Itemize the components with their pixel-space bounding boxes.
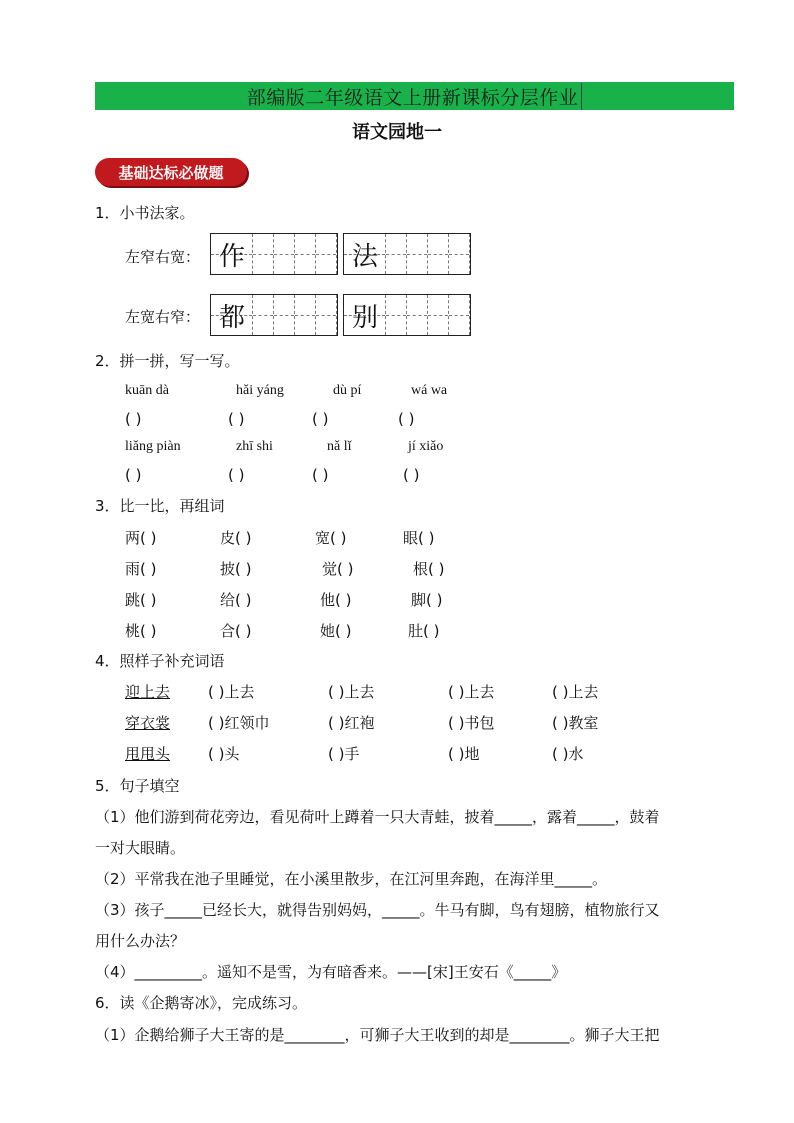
compare-item[interactable]: 两( ): [125, 529, 157, 547]
answer-bracket[interactable]: ( ): [228, 466, 245, 484]
fill-item[interactable]: ( )书包: [448, 714, 495, 732]
grid-char-4: 别: [351, 302, 378, 333]
fill-item[interactable]: ( )上去: [328, 683, 375, 701]
compare-item[interactable]: 桃( ): [125, 622, 157, 640]
answer-bracket[interactable]: ( ): [125, 410, 142, 428]
sentence-3b: 用什么办法？: [95, 932, 186, 950]
writing-grid-4[interactable]: [343, 294, 471, 336]
answer-bracket[interactable]: ( ): [125, 466, 142, 484]
pinyin-7: nǎ lǐ: [327, 439, 352, 454]
compare-item[interactable]: 根( ): [413, 560, 445, 578]
q6-sentence-1: （1）企鹅给狮子大王寄的是________，可狮子大王收到的却是________。狮子大王把: [95, 1026, 660, 1044]
answer-bracket[interactable]: ( ): [398, 410, 415, 428]
fill-item[interactable]: ( )头: [208, 745, 240, 763]
fill-item[interactable]: ( )红袍: [328, 714, 375, 732]
fill-item[interactable]: ( )手: [328, 745, 360, 763]
fill-item[interactable]: ( )水: [552, 745, 584, 763]
example-word: 迎上去: [125, 683, 171, 701]
compare-item[interactable]: 雨( ): [125, 560, 157, 578]
fill-item[interactable]: ( )红领巾: [208, 714, 270, 732]
pinyin-4: wá wa: [411, 383, 448, 398]
pinyin-3: dù pí: [333, 383, 362, 398]
page-title: 语文园地一: [352, 122, 442, 143]
example-word: 甩甩头: [125, 745, 171, 763]
compare-item[interactable]: 合( ): [220, 622, 252, 640]
answer-bracket[interactable]: ( ): [312, 466, 329, 484]
writing-grid-1[interactable]: [210, 233, 338, 275]
compare-item[interactable]: 跳( ): [125, 591, 157, 609]
pinyin-8: jí xiǎo: [408, 439, 444, 454]
q4-title: 4．照样子补充词语: [95, 652, 225, 670]
example-word: 穿衣裳: [125, 714, 171, 732]
pinyin-1: kuān dà: [125, 383, 169, 398]
sentence-2: （2）平常我在池子里睡觉，在小溪里散步，在江河里奔跑，在海洋里_____。: [95, 870, 608, 888]
compare-item[interactable]: 他( ): [320, 591, 352, 609]
compare-item[interactable]: 她( ): [320, 622, 352, 640]
sentence-1b: 一对大眼睛。: [95, 839, 186, 857]
fill-item[interactable]: ( )上去: [552, 683, 599, 701]
section-badge: 基础达标必做题: [95, 158, 247, 186]
compare-item[interactable]: 眼( ): [403, 529, 435, 547]
q6-title: 6．读《企鹅寄冰》，完成练习。: [95, 994, 308, 1012]
compare-item[interactable]: 肚( ): [408, 622, 440, 640]
sentence-4: （4）_________。遥知不是雪，为有暗香来。——[宋]王安石《_____》: [95, 963, 567, 981]
answer-bracket[interactable]: ( ): [312, 410, 329, 428]
q1-row1-label: 左窄右宽：: [125, 248, 201, 266]
q1-title: 1．小书法家。: [95, 204, 195, 222]
writing-grid-3[interactable]: [210, 294, 338, 336]
fill-item[interactable]: ( )教室: [552, 714, 599, 732]
grid-char-1: 作: [218, 241, 245, 272]
fill-item[interactable]: ( )地: [448, 745, 480, 763]
compare-item[interactable]: 披( ): [220, 560, 252, 578]
fill-item[interactable]: ( )上去: [208, 683, 255, 701]
sentence-1a: （1）他们游到荷花旁边，看见荷叶上蹲着一只大青蛙，披着_____，露着_____，鼓着: [95, 808, 660, 826]
compare-item[interactable]: 觉( ): [322, 560, 354, 578]
header-banner: [95, 82, 734, 110]
q3-title: 3．比一比，再组词: [95, 497, 225, 515]
q1-row2-label: 左宽右窄：: [125, 308, 201, 326]
q5-title: 5．句子填空: [95, 777, 180, 795]
pinyin-6: zhī shi: [236, 439, 273, 454]
grid-char-2: 法: [351, 241, 378, 272]
compare-item[interactable]: 皮( ): [220, 529, 252, 547]
compare-item[interactable]: 宽( ): [315, 529, 347, 547]
writing-grid-2[interactable]: [343, 233, 471, 275]
grid-char-3: 都: [218, 302, 245, 333]
pinyin-5: liǎng piàn: [125, 439, 181, 454]
q2-title: 2．拼一拼，写一写。: [95, 352, 240, 370]
pinyin-2: hǎi yáng: [236, 383, 284, 398]
compare-item[interactable]: 给( ): [220, 591, 252, 609]
sentence-3a: （3）孩子_____已经长大，就得告别妈妈，_____。牛马有脚，鸟有翅膀，植物旅行又: [95, 901, 660, 919]
banner-text: 部编版二年级语文上册新课标分层作业: [247, 83, 583, 110]
answer-bracket[interactable]: ( ): [228, 410, 245, 428]
fill-item[interactable]: ( )上去: [448, 683, 495, 701]
compare-item[interactable]: 脚( ): [411, 591, 443, 609]
answer-bracket[interactable]: ( ): [403, 466, 420, 484]
